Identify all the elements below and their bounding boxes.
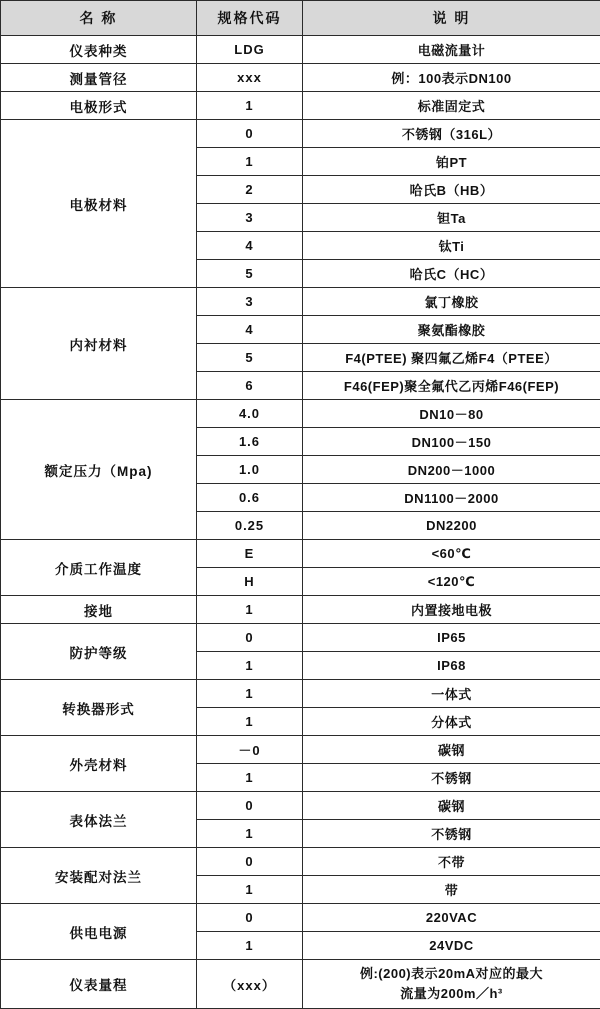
table-header: [1, 1, 600, 36]
row-name-cell: 仪表种类: [1, 36, 197, 64]
row-code-cell: 1: [197, 932, 303, 960]
row-description-cell: 聚氨酯橡胶: [303, 316, 600, 344]
row-name-cell: 外壳材料: [1, 736, 197, 792]
row-description-cell: 例：100表示DN100: [303, 64, 600, 92]
row-description-cell: DN10－80: [303, 400, 600, 428]
row-code-cell: 1: [197, 764, 303, 792]
table-header-row: [1, 1, 600, 36]
row-description-cell: 不锈钢: [303, 764, 600, 792]
table-row: [1, 848, 600, 876]
row-description-cell: 内置接地电极: [303, 596, 600, 624]
row-description-cell: DN2200: [303, 512, 600, 540]
table-row: [1, 92, 600, 120]
table-row: [1, 36, 600, 64]
row-description-cell: 220VAC: [303, 904, 600, 932]
row-code-cell: 1: [197, 820, 303, 848]
row-code-cell: LDG: [197, 36, 303, 64]
row-code-cell: 1: [197, 148, 303, 176]
row-name-cell: 内衬材料: [1, 288, 197, 400]
table-row: [1, 64, 600, 92]
row-description-cell: 碳钢: [303, 736, 600, 764]
row-code-cell: xxx: [197, 64, 303, 92]
row-description-cell: 标准固定式: [303, 92, 600, 120]
row-name-cell: 电极材料: [1, 120, 197, 288]
row-code-cell: 0.6: [197, 484, 303, 512]
row-code-cell: 2: [197, 176, 303, 204]
row-description-cell: 电磁流量计: [303, 36, 600, 64]
row-description-cell: 氯丁橡胶: [303, 288, 600, 316]
row-description-cell: 哈氏B（HB）: [303, 176, 600, 204]
row-code-cell: 5: [197, 344, 303, 372]
header-name: 名 称: [1, 1, 197, 36]
row-name-cell: 接地: [1, 596, 197, 624]
row-code-cell: 0: [197, 848, 303, 876]
row-description-cell: 一体式: [303, 680, 600, 708]
row-description-cell: 钛Ti: [303, 232, 600, 260]
row-code-cell: 4: [197, 232, 303, 260]
row-code-cell: 4.0: [197, 400, 303, 428]
row-code-cell: 4: [197, 316, 303, 344]
row-description-cell: 哈氏C（HC）: [303, 260, 600, 288]
row-name-cell: 测量管径: [1, 64, 197, 92]
row-code-cell: 1.6: [197, 428, 303, 456]
row-description-cell: 带: [303, 876, 600, 904]
row-name-cell: 安装配对法兰: [1, 848, 197, 904]
row-name-cell: 防护等级: [1, 624, 197, 680]
row-code-cell: 0: [197, 904, 303, 932]
table-row: [1, 120, 600, 148]
row-code-cell: 1.0: [197, 456, 303, 484]
row-name-cell: 介质工作温度: [1, 540, 197, 596]
header-description: 说 明: [303, 1, 600, 36]
table-row: [1, 596, 600, 624]
row-code-cell: H: [197, 568, 303, 596]
row-code-cell: （xxx）: [197, 960, 303, 1009]
table-row: [1, 736, 600, 764]
table-row: [1, 680, 600, 708]
row-description-cell: 24VDC: [303, 932, 600, 960]
row-code-cell: 5: [197, 260, 303, 288]
row-description-cell: 不带: [303, 848, 600, 876]
row-code-cell: 0: [197, 120, 303, 148]
row-code-cell: 6: [197, 372, 303, 400]
row-name-cell: 额定压力（Mpa): [1, 400, 197, 540]
description-line: 流量为200m／h³: [305, 984, 598, 1004]
row-description-cell: F4(PTEE) 聚四氟乙烯F4（PTEE）: [303, 344, 600, 372]
row-code-cell: －0: [197, 736, 303, 764]
table-row: [1, 960, 600, 1009]
row-description-cell: DN100－150: [303, 428, 600, 456]
row-name-cell: 供电电源: [1, 904, 197, 960]
header-code: 规格代码: [197, 1, 303, 36]
row-code-cell: 0: [197, 624, 303, 652]
row-description-cell: 分体式: [303, 708, 600, 736]
table-body: [1, 36, 600, 1009]
row-name-cell: 表体法兰: [1, 792, 197, 848]
table-row: [1, 792, 600, 820]
row-code-cell: 1: [197, 596, 303, 624]
row-name-cell: 仪表量程: [1, 960, 197, 1009]
table-row: [1, 624, 600, 652]
row-code-cell: 3: [197, 204, 303, 232]
table-row: [1, 540, 600, 568]
row-description-cell: 不锈钢（316L）: [303, 120, 600, 148]
row-code-cell: 1: [197, 876, 303, 904]
row-code-cell: 0: [197, 792, 303, 820]
row-code-cell: 1: [197, 92, 303, 120]
row-code-cell: E: [197, 540, 303, 568]
row-description-cell: DN200－1000: [303, 456, 600, 484]
table-row: [1, 288, 600, 316]
row-name-cell: 电极形式: [1, 92, 197, 120]
row-code-cell: 1: [197, 680, 303, 708]
table-row: [1, 904, 600, 932]
row-description-cell: <60℃: [303, 540, 600, 568]
row-description-cell: 钽Ta: [303, 204, 600, 232]
row-code-cell: 0.25: [197, 512, 303, 540]
table-row: [1, 400, 600, 428]
row-description-cell: 不锈钢: [303, 820, 600, 848]
row-description-cell: F46(FEP)聚全氟代乙丙烯F46(FEP): [303, 372, 600, 400]
row-code-cell: 1: [197, 652, 303, 680]
row-description-cell: 铂PT: [303, 148, 600, 176]
row-description-cell: <120℃: [303, 568, 600, 596]
row-description-cell: DN1100－2000: [303, 484, 600, 512]
row-description-cell: 碳钢: [303, 792, 600, 820]
row-code-cell: 3: [197, 288, 303, 316]
description-line: 例:(200)表示20mA对应的最大: [305, 964, 598, 984]
row-description-cell: IP68: [303, 652, 600, 680]
row-description-cell: [303, 960, 600, 1009]
row-description-cell: IP65: [303, 624, 600, 652]
row-code-cell: 1: [197, 708, 303, 736]
row-name-cell: 转换器形式: [1, 680, 197, 736]
